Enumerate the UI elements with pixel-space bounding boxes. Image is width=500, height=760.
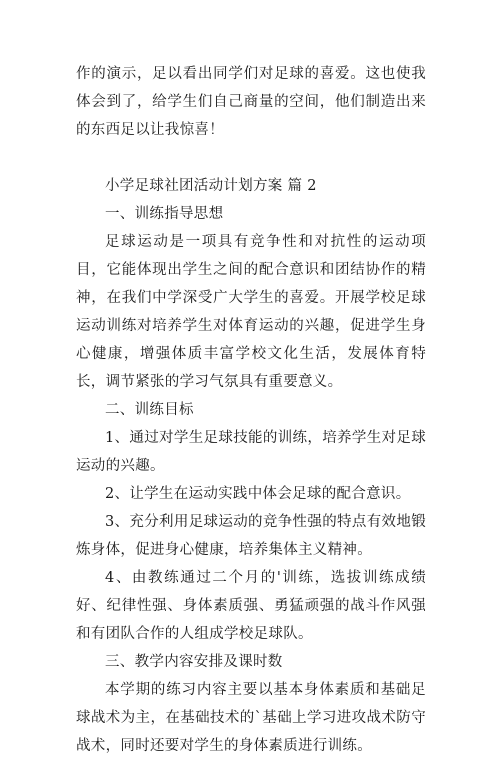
paragraph-content-plan: 本学期的练习内容主要以基本身体素质和基础足球战术为主，在基础技术的`基础上学习进攻战术防守战术，同时还要对学生的身体素质进行训练。 — [76, 682, 426, 754]
spacer — [76, 144, 426, 172]
section-title: 小学足球社团活动计划方案 篇 2 — [105, 178, 317, 194]
goal-item-4: 4、由教练通过二个月的'训练，选拔训练成绩好、纪律性强、身体素质强、勇猛顽强的战斗作风强和有团队合作的人组成学校足球队。 — [76, 570, 426, 642]
heading-training-goals: 二、训练目标 — [105, 402, 194, 418]
intro-paragraph: 作的演示，足以看出同学们对足球的喜爱。这也使我体会到了，给学生们自己商量的空间，他们制造出来的东西足以让我惊喜！ — [76, 66, 426, 138]
goal-item-3: 3、充分利用足球运动的竞争性强的特点有效地锻炼身体，促进身心健康，培养集体主义精神。 — [76, 514, 426, 558]
heading-content-plan: 三、教学内容安排及课时数 — [105, 654, 283, 670]
goal-item-2: 2、让学生在运动实践中体会足球的配合意识。 — [105, 486, 411, 502]
goal-item-1: 1、通过对学生足球技能的训练，培养学生对足球运动的兴趣。 — [76, 430, 426, 474]
heading-guiding-idea: 一、训练指导思想 — [105, 206, 224, 222]
document-body — [76, 60, 426, 760]
paragraph-guiding-idea: 足球运动是一项具有竞争性和对抗性的运动项目，它能体现出学生之间的配合意识和团结协作的精神，在我们中学深受广大学生的喜爱。开展学校足球运动训练对培养学生对体育运动的兴趣，促进学生身心健康，增强体质丰富学校文化生活，发展体育特长，调节紧张的学习气氛具有重要意义。 — [76, 234, 426, 390]
